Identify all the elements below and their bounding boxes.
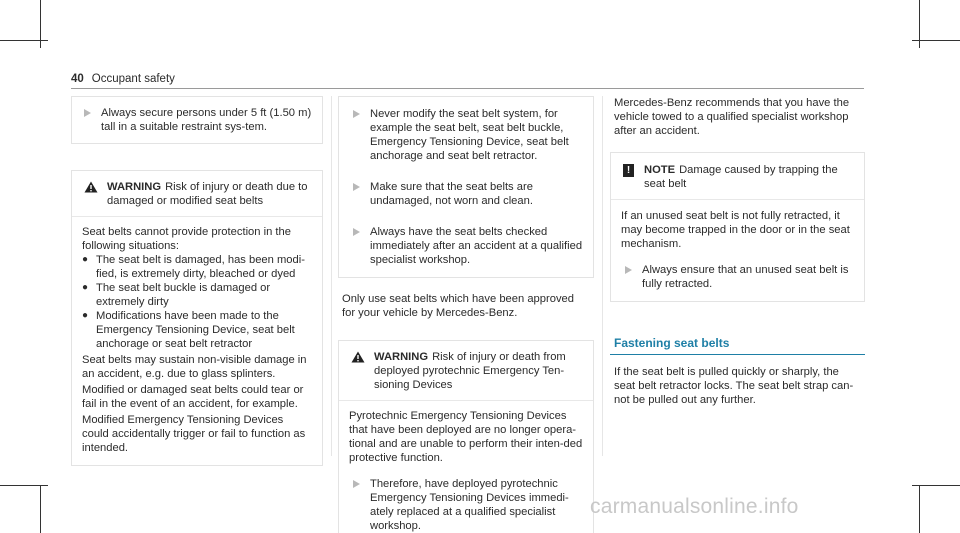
- warning-intro: Seat belts cannot provide protection in the following situations:: [82, 226, 291, 252]
- instruction-step: [621, 263, 854, 291]
- body-paragraph: Mercedes-Benz recommends that you have the vehicle towed to a qualified specialist workshop after an accident.: [614, 97, 850, 137]
- note-title: Damage caused by trapping the seat belt: [644, 164, 838, 190]
- step-arrow-icon: [353, 480, 360, 488]
- instruction-box: [71, 96, 323, 144]
- page-number: 40: [71, 73, 84, 85]
- instruction-step: [349, 107, 583, 163]
- warning-label: WARNING: [374, 351, 429, 363]
- warning-text: [374, 350, 585, 392]
- section-heading: Fastening seat belts: [610, 336, 865, 355]
- bullet-text: The seat belt buckle is damaged or extremely dirty: [96, 282, 271, 308]
- list-item: [82, 253, 312, 281]
- instruction-step: [349, 180, 583, 208]
- note-header: [611, 153, 864, 199]
- column-2: [338, 96, 594, 533]
- instruction-step: [349, 477, 583, 533]
- warning-box: [71, 170, 323, 466]
- column-divider: [602, 96, 603, 456]
- warning-box: [338, 340, 594, 533]
- warning-triangle-icon: [84, 181, 98, 193]
- step-text: Always secure persons under 5 ft (1.50 m) tall in a suitable restraint sys-tem.: [101, 107, 312, 133]
- instruction-step: [349, 225, 583, 267]
- step-text: Always have the seat belts checked immediately after an accident at a qualified specialist workshop.: [370, 226, 583, 266]
- warning-paragraph: Seat belts may sustain non-visible damage in an accident, e.g. due to glass splinters.: [82, 354, 307, 380]
- instruction-box: [338, 96, 594, 278]
- list-item: [82, 281, 312, 309]
- warning-title: Risk of injury or death due to damaged or modified seat belts: [107, 181, 308, 207]
- watermark: carmanualsonline.info: [590, 495, 799, 518]
- bullet-icon: ●: [82, 310, 89, 321]
- step-arrow-icon: [84, 109, 91, 117]
- header-divider: [71, 88, 864, 89]
- step-arrow-icon: [353, 110, 360, 118]
- warning-header: [339, 341, 593, 400]
- warning-paragraph: Pyrotechnic Emergency Tensioning Devices that have been deployed are no longer opera-tional and are unable to perform their inten-ded protective function.: [349, 410, 583, 464]
- crop-mark: [912, 40, 960, 41]
- bullet-icon: ●: [82, 282, 89, 293]
- step-arrow-icon: [353, 228, 360, 236]
- bullet-list: [82, 253, 312, 351]
- warning-paragraph: Modified Emergency Tensioning Devices could accidentally trigger or fail to function as intended.: [82, 414, 306, 454]
- column-divider: [331, 96, 332, 456]
- warning-body: [339, 400, 593, 533]
- warning-text: [107, 180, 314, 208]
- body-paragraph: Only use seat belts which have been approved for your vehicle by Mercedes-Benz.: [342, 293, 574, 319]
- column-1: [71, 96, 323, 466]
- crop-mark: [0, 40, 48, 41]
- crop-mark: [919, 485, 920, 533]
- step-text: Therefore, have deployed pyrotechnic Emergency Tensioning Devices immedi-ately replaced at a qualified specialist workshop.: [370, 478, 569, 532]
- note-paragraph: If an unused seat belt is not fully retracted, it may become trapped in the door or in the seat mechanism.: [621, 210, 850, 250]
- warning-triangle-icon: [351, 351, 365, 363]
- notice-icon: !: [623, 164, 634, 177]
- note-body: [611, 199, 864, 301]
- warning-body: [72, 216, 322, 465]
- step-text: Make sure that the seat belts are undamaged, not worn and clean.: [370, 181, 533, 207]
- step-text: Never modify the seat belt system, for example the seat belt, seat belt buckle, Emergency Tensioning Device, seat belt anchorage and seat belt retractor.: [370, 108, 569, 162]
- note-box: [610, 152, 865, 302]
- step-arrow-icon: [353, 183, 360, 191]
- list-item: [82, 309, 312, 351]
- note-text: [644, 163, 854, 191]
- note-label: NOTE: [644, 164, 676, 176]
- column-3: [610, 96, 865, 407]
- crop-mark: [40, 485, 41, 533]
- body-paragraph: If the seat belt is pulled quickly or sharply, the seat belt retractor locks. The seat belt strap can-not be pulled out any further.: [614, 366, 854, 406]
- warning-paragraph: Modified or damaged seat belts could tear or fail in the event of an accident, for example.: [82, 384, 304, 410]
- step-text: Always ensure that an unused seat belt is fully retracted.: [642, 264, 849, 290]
- instruction-step: [80, 106, 314, 134]
- section-title: Occupant safety: [91, 73, 175, 85]
- warning-title: Risk of injury or death from deployed pyrotechnic Emergency Ten-sioning Devices: [374, 351, 566, 391]
- crop-mark: [0, 485, 48, 486]
- step-arrow-icon: [625, 266, 632, 274]
- bullet-text: The seat belt is damaged, has been modi-fied, is extremely dirty, bleached or dyed: [96, 254, 305, 280]
- warning-header: [72, 171, 322, 216]
- bullet-icon: ●: [82, 254, 89, 265]
- crop-mark: [912, 485, 960, 486]
- warning-label: WARNING: [107, 181, 162, 193]
- page-header: [71, 72, 175, 86]
- bullet-text: Modifications have been made to the Emergency Tensioning Device, seat belt anchorage or seat belt retractor: [96, 310, 295, 350]
